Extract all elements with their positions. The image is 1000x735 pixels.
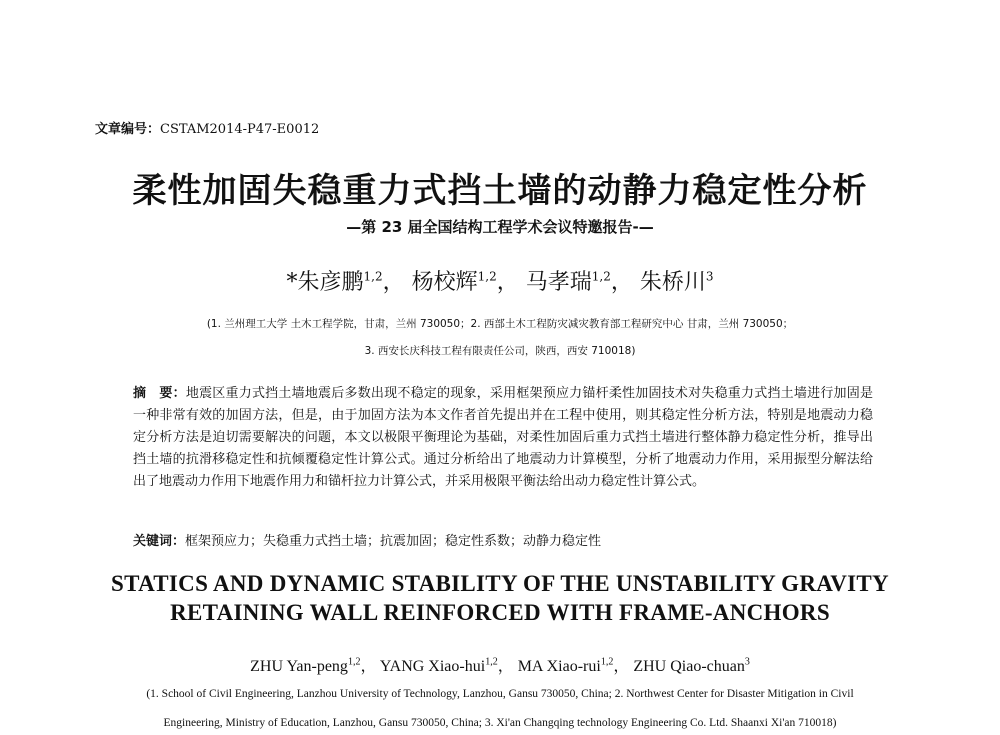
chinese-affiliation-line-2: 3. 西安长庆科技工程有限责任公司，陕西，西安 710018) <box>364 345 636 357</box>
author-name: 朱桥川 <box>639 270 706 295</box>
chinese-keywords <box>133 530 873 549</box>
author-affiliation-mark: 1,2 <box>477 269 497 284</box>
chinese-affiliation-line-1: (1. 兰州理工大学 土木工程学院，甘肃，兰州 730050；2. 西部土木工程防灾减灾教育部工程研究中心 甘肃，兰州 730050； <box>206 318 794 330</box>
author-separator: ， <box>496 270 519 295</box>
author-name: 杨校辉 <box>411 270 478 295</box>
author-name: YANG Xiao-hui <box>379 658 486 675</box>
author-name: ZHU Qiao-chuan <box>633 658 745 675</box>
author-name: 马孝瑞 <box>525 270 592 295</box>
abstract-text: 地震区重力式挡土墙地震后多数出现不稳定的现象，采用框架预应力锚杆柔性加固技术对失稳重力式挡土墙进行加固是一种非常有效的加固方法，但是，由于加固方法为本文作者首先提出并在工程中使用，则其稳定性分析方法，特别是地震动力稳定分析方法是迫切需要解决的问题，本文以极限平衡理论为基础，对柔性加固后重力式挡土墙进行整体静力稳定性分析，推导出挡土墙的抗滑移稳定性和抗倾覆稳定性计算公式。通过分析给出了地震动力计算模型，分析了地震动力作用，采用振型分解法给出了地震动力作用下地震作用力和锚杆拉力计算公式，并采用极限平衡法给出动力稳定性计算公式。 <box>133 386 873 489</box>
author-affiliation-mark: 1,2 <box>485 656 498 668</box>
chinese-subtitle: —第 23 届全国结构工程学术会议特邀报告-— <box>346 218 654 236</box>
author-separator: ， <box>497 658 514 675</box>
author-affiliation-mark: 1,2 <box>600 656 614 668</box>
english-affiliation-line-1: (1. School of Civil Engineering, Lanzhou University of Technology, Lanzhou, Gansu 730050, China; 2. Northwest Center for Disaster Mitigation in Civil <box>146 688 854 700</box>
english-affiliation-line-2: Engineering, Ministry of Education, Lanzhou, Gansu 730050, China; 3. Xi'an Changqing technology Engineering Co. Ltd. Shaanxi Xi'an 710018) <box>163 717 837 729</box>
english-title-line-1: STATICS AND DYNAMIC STABILITY OF THE UNSTABILITY GRAVITY <box>111 571 889 596</box>
keywords-label: 关键词： <box>133 534 186 549</box>
author-name: ZHU Yan-peng <box>250 658 348 675</box>
article-number-value: CSTAM2014-P47-E0012 <box>160 122 320 137</box>
author-separator: ， <box>382 270 405 295</box>
chinese-authors <box>0 265 1000 296</box>
english-authors <box>0 653 1000 676</box>
author-separator: ， <box>360 658 377 675</box>
article-number <box>95 118 319 137</box>
author-affiliation-mark: 1,2 <box>363 269 383 284</box>
author-name: MA Xiao-rui <box>517 658 601 675</box>
author-affiliation-mark: 1,2 <box>347 656 361 668</box>
author-separator: ， <box>613 658 630 675</box>
author-affiliation-mark: 1,2 <box>591 269 611 284</box>
english-title-line-2: RETAINING WALL REINFORCED WITH FRAME-ANCHORS <box>170 600 830 625</box>
abstract-label: 摘 要： <box>133 386 186 401</box>
article-number-label: 文章编号： <box>95 122 161 137</box>
author-name: *朱彦鹏 <box>286 270 364 295</box>
keywords-text: 框架预应力；失稳重力式挡土墙；抗震加固；稳定性系数；动静力稳定性 <box>185 534 602 549</box>
chinese-title: 柔性加固失稳重力式挡土墙的动静力稳定性分析 <box>132 171 868 211</box>
author-affiliation-mark: 3 <box>705 269 714 284</box>
author-separator: ， <box>610 270 633 295</box>
author-affiliation-mark: 3 <box>744 656 750 668</box>
chinese-abstract <box>133 383 873 493</box>
